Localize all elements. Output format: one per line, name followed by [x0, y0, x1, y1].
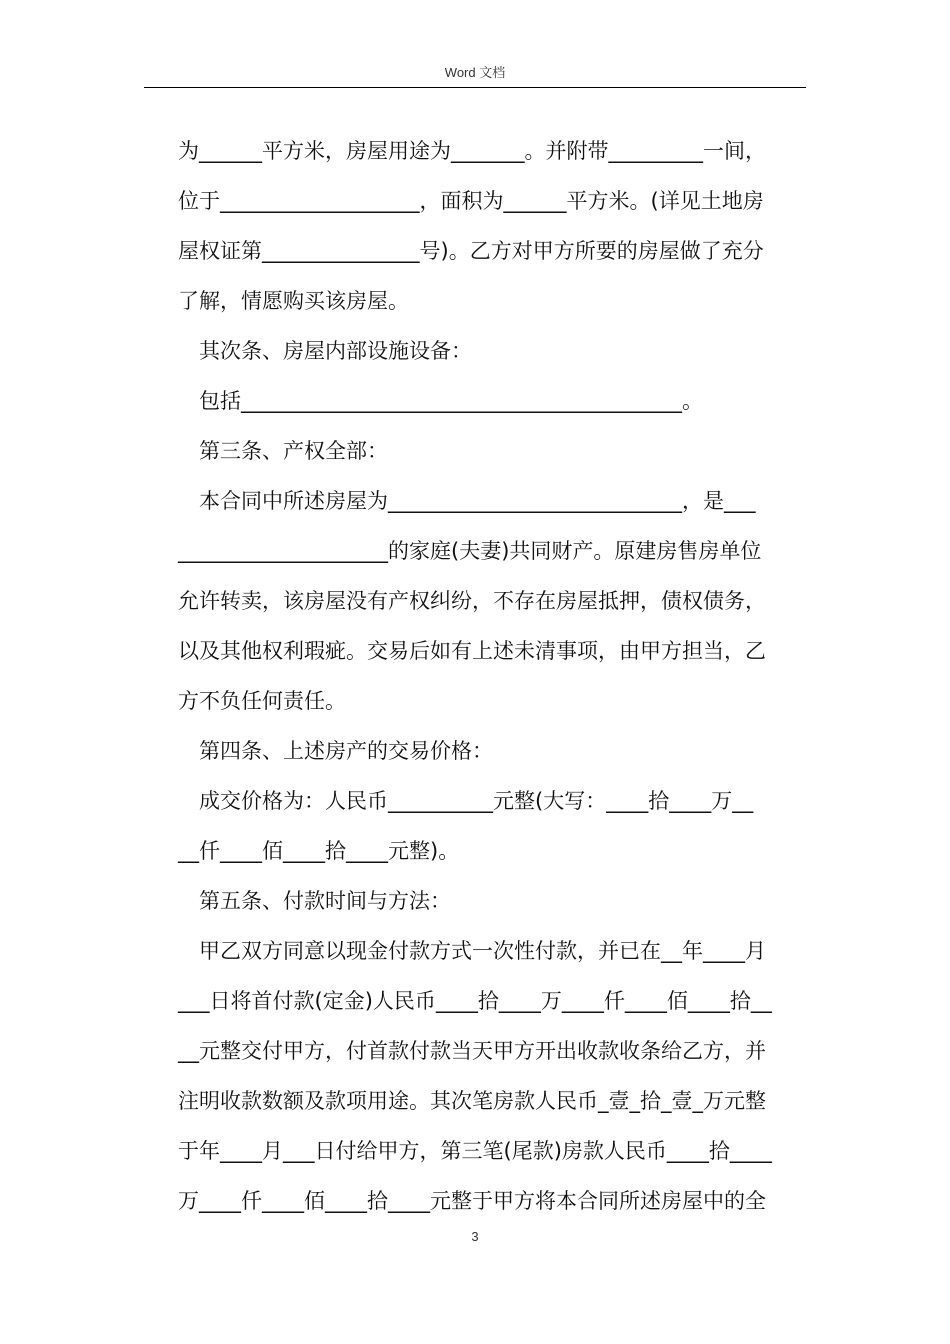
body-line: 以及其他权利瑕疵。交易后如有上述未清事项，由甲方担当，乙: [178, 639, 766, 663]
body-line: 位于___________________，面积为______平方米。(详见土地房: [178, 189, 764, 213]
clause-heading: 其次条、房屋内部设施设备：: [199, 339, 472, 363]
body-line: ___日将首付款(定金)人民币____拾____万____仟____佰____拾__: [178, 989, 772, 1013]
body-line: 允许转卖，该房屋没有产权纠纷，不存在房屋抵押，债权债务，: [178, 589, 766, 613]
body-line: 了解，情愿购买该房屋。: [178, 289, 409, 313]
clause-heading: 第三条、产权全部：: [199, 439, 388, 463]
header-divider: [144, 87, 806, 88]
body-line: 注明收款数额及款项用途。其次笔房款人民币_壹_拾_壹_万元整: [178, 1089, 766, 1113]
clause-heading: 第四条、上述房产的交易价格：: [199, 739, 493, 763]
body-line: 包括__________________________________________。: [199, 389, 703, 413]
body-line: 万____仟____佰____拾____元整于甲方将本合同所述房屋中的全: [178, 1189, 766, 1213]
page-number: 3: [471, 1229, 479, 1244]
body-line: 方不负任何责任。: [178, 689, 346, 713]
body-line: 本合同中所述房屋为____________________________，是___: [199, 489, 756, 513]
body-line: __元整交付甲方，付首款付款当天甲方开出收款收条给乙方，并: [178, 1039, 766, 1063]
body-line: 甲乙双方同意以现金付款方式一次性付款，并已在__年____月: [199, 939, 766, 963]
body-line: ____________________的家庭(夫妻)共同财产。原建房售房单位: [178, 539, 762, 563]
page-header: Word 文档: [444, 65, 506, 80]
clause-heading: 第五条、付款时间与方法：: [199, 889, 451, 913]
body-line: __仟____佰____拾____元整)。: [178, 839, 460, 863]
body-line: 成交价格为：人民币__________元整(大写：____拾____万__: [199, 789, 754, 813]
body-line: 于年____月___日付给甲方，第三笔(尾款)房款人民币____拾____: [178, 1139, 772, 1163]
body-line: 为______平方米，房屋用途为_______。并附带_________一间，: [178, 139, 766, 163]
body-line: 屋权证第_______________号)。乙方对甲方所要的房屋做了充分: [178, 239, 764, 263]
document-body: [178, 126, 808, 1226]
